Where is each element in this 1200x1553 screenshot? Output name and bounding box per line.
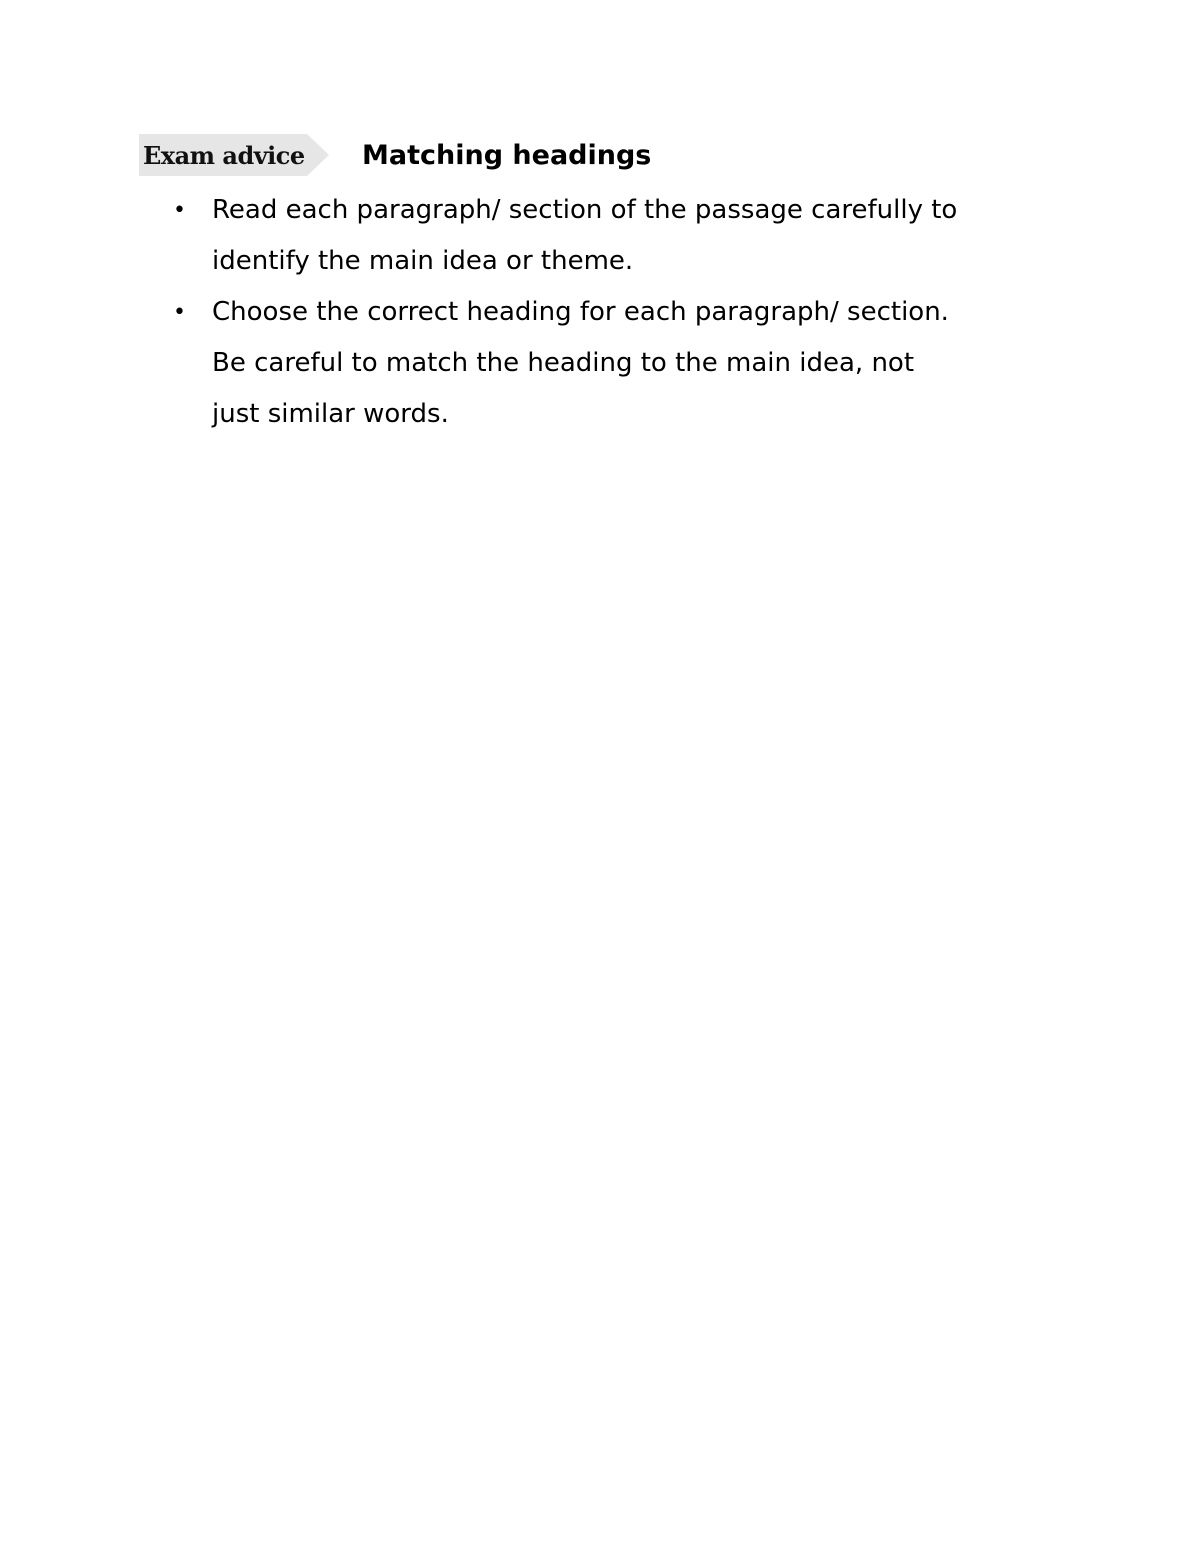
advice-line: Read each paragraph/ section of the passage carefully to	[212, 195, 958, 225]
exam-advice-label: Exam advice	[143, 140, 305, 170]
advice-line: Choose the correct heading for each paragraph/ section.	[212, 297, 949, 327]
advice-line: just similar words.	[212, 399, 449, 429]
advice-line: Be careful to match the heading to the main idea, not	[212, 348, 915, 378]
exam-advice-tag	[139, 134, 329, 176]
advice-item	[173, 185, 1073, 287]
bullet-icon: •	[173, 300, 186, 325]
section-heading: Matching headings	[362, 139, 652, 171]
advice-line: identify the main idea or theme.	[212, 246, 634, 276]
bullet-icon: •	[173, 198, 186, 223]
advice-list	[173, 185, 1073, 440]
advice-item	[173, 287, 1073, 440]
header-row	[139, 134, 651, 176]
